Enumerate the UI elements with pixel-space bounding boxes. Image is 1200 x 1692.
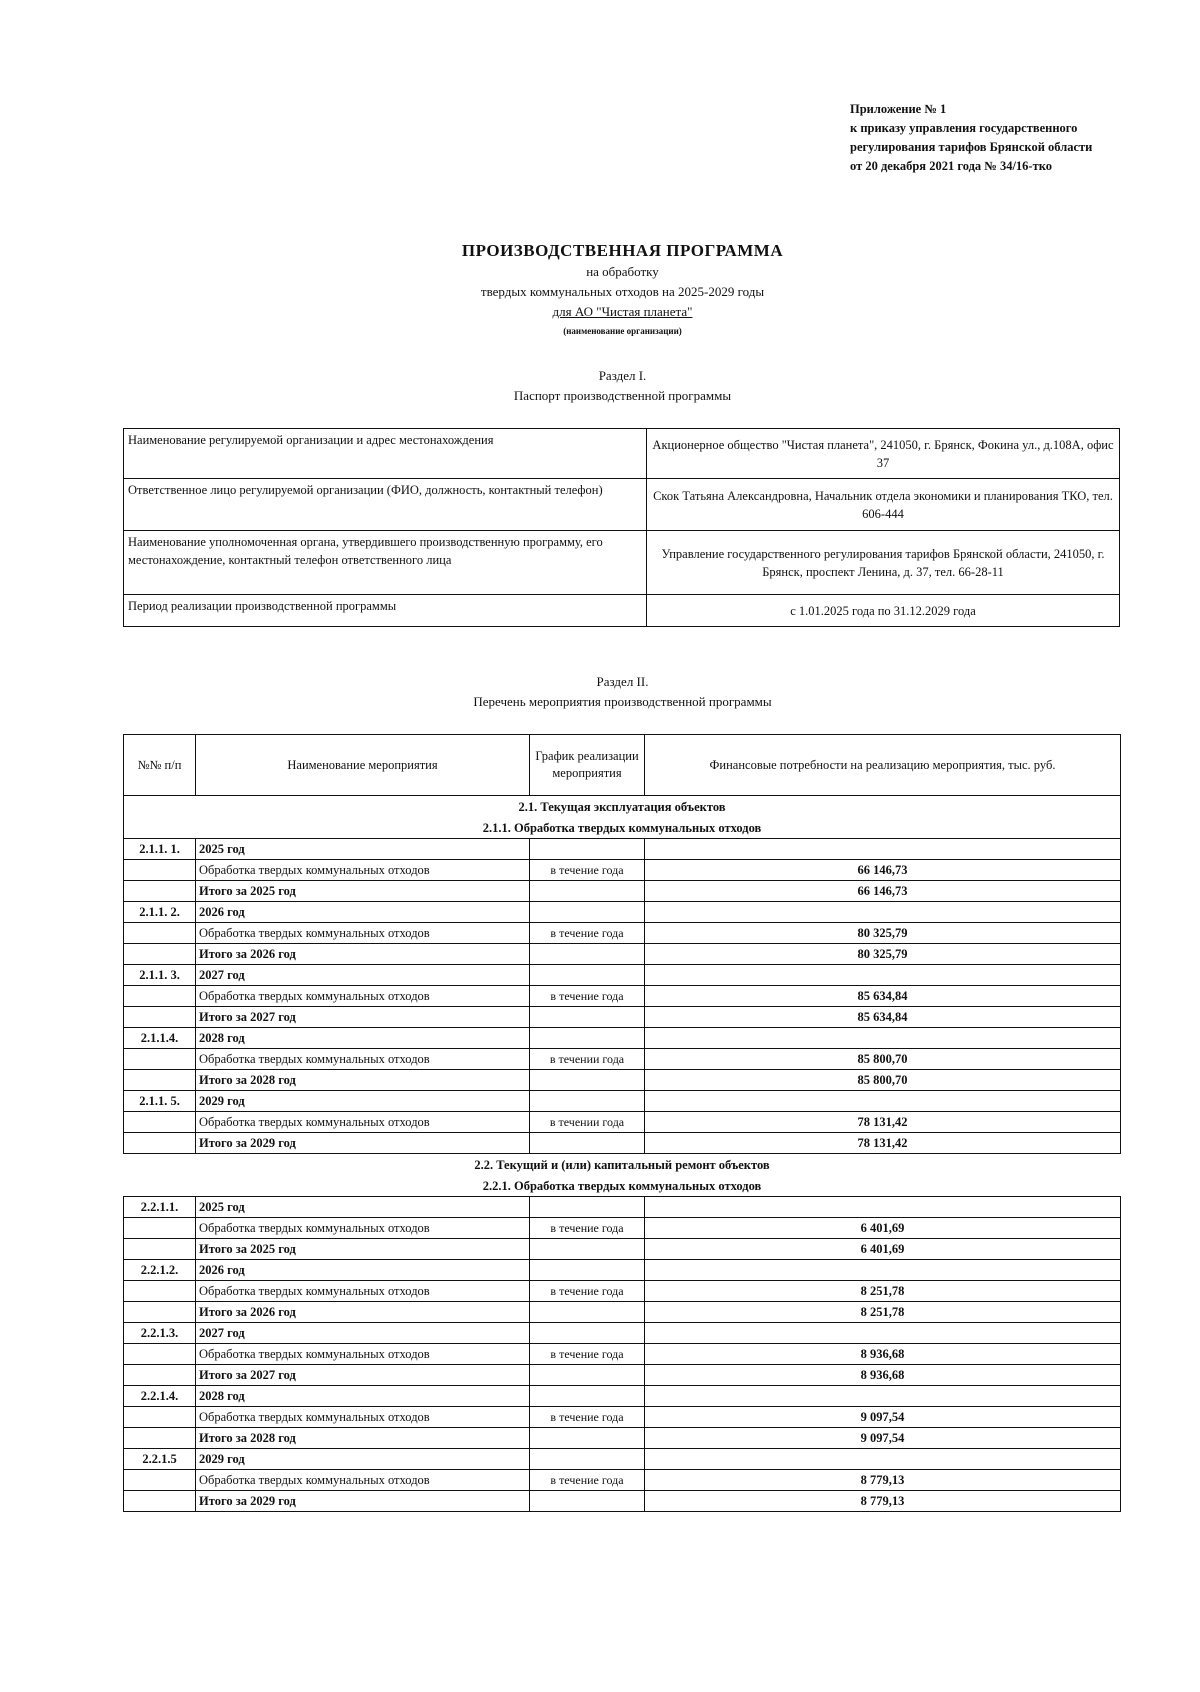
activity-name: Обработка твердых коммунальных отходов [196, 1407, 530, 1428]
document-title: ПРОИЗВОДСТВЕННАЯ ПРОГРАММА [461, 241, 784, 260]
appendix-note [850, 100, 1170, 176]
activity-name: Обработка твердых коммунальных отходов [196, 1112, 530, 1133]
header-num: №№ п/п [124, 735, 196, 796]
empty-cell [124, 944, 196, 965]
year-row [124, 1028, 1121, 1049]
empty-cell [124, 1302, 196, 1323]
year-label: 2026 год [196, 902, 530, 923]
total-label: Итого за 2025 год [196, 881, 530, 902]
activity-name: Обработка твердых коммунальных отходов [196, 1049, 530, 1070]
activity-row [124, 860, 1121, 881]
item-number: 2.1.1. 3. [124, 965, 196, 986]
empty-cell [124, 1365, 196, 1386]
empty-cell [124, 923, 196, 944]
passport-row [124, 429, 1120, 479]
year-row [124, 1260, 1121, 1281]
header-name: Наименование мероприятия [196, 735, 530, 796]
total-value: 6 401,69 [645, 1239, 1121, 1260]
activity-name: Обработка твердых коммунальных отходов [196, 923, 530, 944]
empty-cell [530, 1070, 645, 1091]
activity-schedule: в течение года [530, 923, 645, 944]
total-row [124, 881, 1121, 902]
year-row [124, 1449, 1121, 1470]
item-number: 2.1.1. 1. [124, 839, 196, 860]
section1-heading [0, 366, 1200, 406]
year-label: 2028 год [196, 1028, 530, 1049]
empty-cell [124, 1112, 196, 1133]
total-value: 8 936,68 [645, 1365, 1121, 1386]
empty-cell [530, 1302, 645, 1323]
year-label: 2025 год [196, 839, 530, 860]
activity-row [124, 1218, 1121, 1239]
empty-cell [645, 1028, 1121, 1049]
item-number: 2.2.1.4. [124, 1386, 196, 1407]
item-number: 2.1.1. 2. [124, 902, 196, 923]
empty-cell [530, 1323, 645, 1344]
total-value: 80 325,79 [645, 944, 1121, 965]
empty-cell [645, 965, 1121, 986]
activity-name: Обработка твердых коммунальных отходов [196, 1218, 530, 1239]
activity-cost: 8 251,78 [645, 1281, 1121, 1302]
passport-label: Период реализации производственной программы [124, 595, 647, 627]
document-title-block [0, 240, 1200, 338]
year-row [124, 902, 1121, 923]
item-number: 2.2.1.5 [124, 1449, 196, 1470]
total-row [124, 1491, 1121, 1512]
empty-cell [530, 1491, 645, 1512]
empty-cell [645, 1386, 1121, 1407]
total-value: 8 251,78 [645, 1302, 1121, 1323]
year-label: 2025 год [196, 1197, 530, 1218]
year-label: 2029 год [196, 1091, 530, 1112]
activity-row [124, 1344, 1121, 1365]
activity-cost: 80 325,79 [645, 923, 1121, 944]
activity-schedule: в течении года [530, 1112, 645, 1133]
section2-heading [0, 672, 1200, 712]
activity-cost: 85 800,70 [645, 1049, 1121, 1070]
total-row [124, 1239, 1121, 1260]
year-row [124, 1323, 1121, 1344]
total-label: Итого за 2029 год [196, 1133, 530, 1154]
year-row [124, 1197, 1121, 1218]
activity-schedule: в течение года [530, 1218, 645, 1239]
activity-row [124, 1470, 1121, 1491]
total-value: 85 800,70 [645, 1070, 1121, 1091]
group-subtitle-row [124, 817, 1121, 839]
activity-name: Обработка твердых коммунальных отходов [196, 1344, 530, 1365]
total-value: 8 779,13 [645, 1491, 1121, 1512]
passport-row [124, 479, 1120, 531]
empty-cell [124, 1133, 196, 1154]
passport-value: Управление государственного регулирования тарифов Брянской области, 241050, г. Брянск, проспект Ленина, д. 37, тел. 66-28-11 [647, 531, 1120, 595]
empty-cell [124, 986, 196, 1007]
item-number: 2.2.1.1. [124, 1197, 196, 1218]
total-label: Итого за 2026 год [196, 944, 530, 965]
activity-name: Обработка твердых коммунальных отходов [196, 986, 530, 1007]
header-schedule: График реализации мероприятия [530, 735, 645, 796]
empty-cell [124, 1470, 196, 1491]
empty-cell [645, 1449, 1121, 1470]
empty-cell [645, 1323, 1121, 1344]
total-label: Итого за 2029 год [196, 1491, 530, 1512]
activity-row [124, 1112, 1121, 1133]
empty-cell [530, 881, 645, 902]
year-row [124, 1386, 1121, 1407]
year-label: 2027 год [196, 1323, 530, 1344]
total-label: Итого за 2028 год [196, 1070, 530, 1091]
total-row [124, 1070, 1121, 1091]
empty-cell [530, 965, 645, 986]
activity-name: Обработка твердых коммунальных отходов [196, 860, 530, 881]
empty-cell [645, 839, 1121, 860]
empty-cell [124, 1239, 196, 1260]
year-row [124, 965, 1121, 986]
year-row [124, 1091, 1121, 1112]
item-number: 2.2.1.3. [124, 1323, 196, 1344]
total-row [124, 1428, 1121, 1449]
year-label: 2027 год [196, 965, 530, 986]
empty-cell [124, 1070, 196, 1091]
empty-cell [530, 1028, 645, 1049]
section-title: Раздел II. [596, 674, 649, 689]
group-subtitle-row [124, 1175, 1121, 1197]
title-line: твердых коммунальных отходов на 2025-2029 годы [480, 284, 765, 299]
passport-value: с 1.01.2025 года по 31.12.2029 года [647, 595, 1120, 627]
organization-name: для АО "Чистая планета" [552, 304, 693, 319]
year-label: 2026 год [196, 1260, 530, 1281]
activity-row [124, 1281, 1121, 1302]
activity-schedule: в течение года [530, 1281, 645, 1302]
empty-cell [645, 1091, 1121, 1112]
item-number: 2.1.1.4. [124, 1028, 196, 1049]
table-header-row [124, 735, 1121, 796]
passport-label: Ответственное лицо регулируемой организации (ФИО, должность, контактный телефон) [124, 479, 647, 531]
item-number: 2.2.1.2. [124, 1260, 196, 1281]
group-title: 2.2. Текущий и (или) капитальный ремонт объектов [474, 1157, 770, 1172]
empty-cell [124, 1491, 196, 1512]
activity-row [124, 986, 1121, 1007]
appendix-line: к приказу управления государственного [850, 121, 1078, 135]
group-subtitle: 2.2.1. Обработка твердых коммунальных отходов [482, 1178, 762, 1193]
year-label: 2028 год [196, 1386, 530, 1407]
empty-cell [530, 902, 645, 923]
empty-cell [530, 1428, 645, 1449]
activity-row [124, 1407, 1121, 1428]
group-title-row [124, 1154, 1121, 1176]
activity-row [124, 1049, 1121, 1070]
total-label: Итого за 2027 год [196, 1007, 530, 1028]
total-label: Итого за 2025 год [196, 1239, 530, 1260]
activity-cost: 6 401,69 [645, 1218, 1121, 1239]
activity-cost: 8 779,13 [645, 1470, 1121, 1491]
activity-schedule: в течение года [530, 1470, 645, 1491]
activity-row [124, 923, 1121, 944]
appendix-line: от 20 декабря 2021 года № 34/16-тко [850, 159, 1053, 173]
total-row [124, 944, 1121, 965]
total-row [124, 1365, 1121, 1386]
passport-label: Наименование уполномоченная органа, утвердившего производственную программу, его местонахождение, контактный телефон ответственного лица [124, 531, 647, 595]
activity-schedule: в течение года [530, 1407, 645, 1428]
empty-cell [530, 1239, 645, 1260]
total-row [124, 1007, 1121, 1028]
empty-cell [530, 1133, 645, 1154]
empty-cell [645, 902, 1121, 923]
activity-cost: 78 131,42 [645, 1112, 1121, 1133]
group-subtitle: 2.1.1. Обработка твердых коммунальных отходов [124, 817, 1121, 839]
empty-cell [530, 1007, 645, 1028]
empty-cell [530, 839, 645, 860]
group-title: 2.1. Текущая эксплуатация объектов [124, 796, 1121, 818]
empty-cell [124, 1428, 196, 1449]
passport-table [123, 428, 1120, 627]
empty-cell [645, 1197, 1121, 1218]
empty-cell [530, 1386, 645, 1407]
total-value: 78 131,42 [645, 1133, 1121, 1154]
total-label: Итого за 2028 год [196, 1428, 530, 1449]
group-title-row [124, 796, 1121, 818]
table-body [124, 796, 1121, 1512]
empty-cell [530, 944, 645, 965]
passport-row [124, 595, 1120, 627]
activity-cost: 9 097,54 [645, 1407, 1121, 1428]
section-title: Раздел I. [598, 368, 647, 383]
passport-row [124, 531, 1120, 595]
total-value: 85 634,84 [645, 1007, 1121, 1028]
activity-name: Обработка твердых коммунальных отходов [196, 1281, 530, 1302]
empty-cell [124, 1218, 196, 1239]
total-row [124, 1302, 1121, 1323]
empty-cell [124, 1407, 196, 1428]
organization-caption: (наименование организации) [563, 326, 682, 336]
empty-cell [645, 1260, 1121, 1281]
passport-value: Акционерное общество "Чистая планета", 241050, г. Брянск, Фокина ул., д.108А, офис 37 [647, 429, 1120, 479]
item-number: 2.1.1. 5. [124, 1091, 196, 1112]
activity-schedule: в течение года [530, 860, 645, 881]
program-activities-table [123, 734, 1121, 1512]
total-value: 66 146,73 [645, 881, 1121, 902]
empty-cell [124, 1281, 196, 1302]
appendix-line: регулирования тарифов Брянской области [850, 140, 1093, 154]
passport-value: Скок Татьяна Александровна, Начальник отдела экономики и планирования ТКО, тел. 606-444 [647, 479, 1120, 531]
empty-cell [124, 1049, 196, 1070]
passport-label: Наименование регулируемой организации и адрес местонахождения [124, 429, 647, 479]
section-subtitle: Перечень мероприятия производственной программы [473, 694, 772, 709]
year-label: 2029 год [196, 1449, 530, 1470]
activity-cost: 66 146,73 [645, 860, 1121, 881]
title-line: на обработку [586, 264, 659, 279]
empty-cell [124, 1344, 196, 1365]
activity-schedule: в течение года [530, 986, 645, 1007]
empty-cell [530, 1449, 645, 1470]
empty-cell [530, 1197, 645, 1218]
empty-cell [124, 860, 196, 881]
total-row [124, 1133, 1121, 1154]
activity-schedule: в течение года [530, 1344, 645, 1365]
appendix-line: Приложение № 1 [850, 102, 947, 116]
empty-cell [530, 1365, 645, 1386]
activity-cost: 8 936,68 [645, 1344, 1121, 1365]
header-finance: Финансовые потребности на реализацию мероприятия, тыс. руб. [645, 735, 1121, 796]
activity-cost: 85 634,84 [645, 986, 1121, 1007]
total-label: Итого за 2026 год [196, 1302, 530, 1323]
section-subtitle: Паспорт производственной программы [513, 388, 732, 403]
total-value: 9 097,54 [645, 1428, 1121, 1449]
total-label: Итого за 2027 год [196, 1365, 530, 1386]
activity-name: Обработка твердых коммунальных отходов [196, 1470, 530, 1491]
empty-cell [124, 881, 196, 902]
empty-cell [530, 1091, 645, 1112]
activity-schedule: в течении года [530, 1049, 645, 1070]
year-row [124, 839, 1121, 860]
empty-cell [530, 1260, 645, 1281]
empty-cell [124, 1007, 196, 1028]
